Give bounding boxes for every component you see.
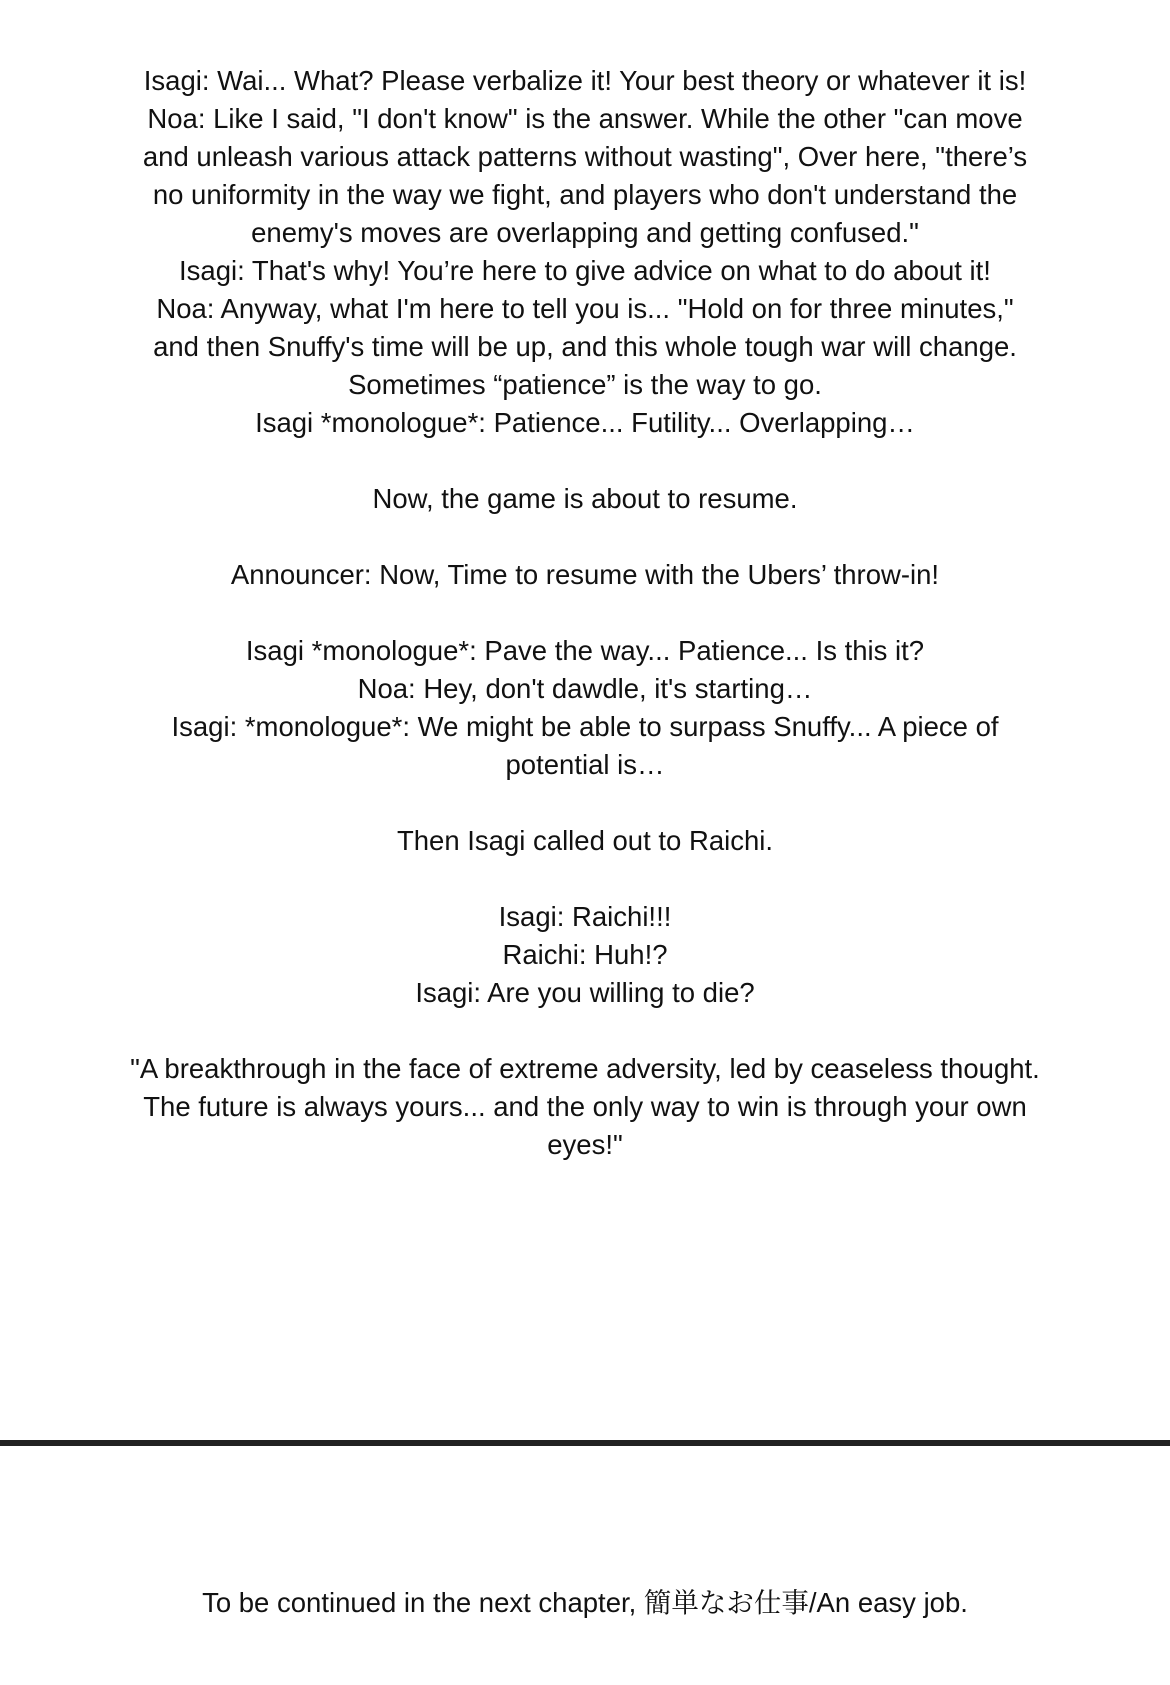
quote-line: "A breakthrough in the face of extreme adversity, led by ceaseless thought. The future is always yours... and the only way to win is through your own eyes!" bbox=[130, 1053, 1040, 1160]
dialogue-line: Noa: Anyway, what I'm here to tell you is... "Hold on for three minutes," and then Snuffy's time will be up, and this whole tough war will change. Sometimes “patience” is the way to go. bbox=[153, 293, 1017, 400]
dialogue-line: Isagi: That's why! You’re here to give advice on what to do about it! bbox=[179, 255, 991, 286]
dialogue-line: Isagi: Are you willing to die? bbox=[415, 977, 755, 1008]
paragraph-gap bbox=[130, 442, 1040, 480]
narration-line: Then Isagi called out to Raichi. bbox=[396, 825, 774, 856]
dialogue-line: Isagi: Wai... What? Please verbalize it! Your best theory or whatever it is! bbox=[143, 65, 1027, 96]
story-text-block bbox=[130, 62, 1040, 1164]
dialogue-line: Isagi *monologue*: Patience... Futility... Overlapping… bbox=[255, 407, 915, 438]
paragraph-gap bbox=[130, 784, 1040, 822]
paragraph-gap bbox=[130, 1012, 1040, 1050]
dialogue-line: Noa: Hey, don't dawdle, it's starting… bbox=[357, 673, 813, 704]
narration-line: Now, the game is about to resume. bbox=[372, 483, 798, 514]
dialogue-line: Raichi: Huh!? bbox=[502, 939, 668, 970]
dialogue-line: Isagi: *monologue*: We might be able to surpass Snuffy... A piece of potential is… bbox=[171, 711, 999, 780]
dialogue-line: Noa: Like I said, "I don't know" is the answer. While the other "can move and unleash various attack patterns without wasting", Over here, "there’s no uniformity in the way we fight, and players who don't understand the enemy's moves are overlapping and getting confused." bbox=[142, 103, 1028, 248]
dialogue-line: Isagi: Raichi!!! bbox=[498, 901, 672, 932]
paragraph-gap bbox=[130, 518, 1040, 556]
dialogue-line: Announcer: Now, Time to resume with the Ubers’ throw-in! bbox=[230, 559, 940, 590]
paragraph-gap bbox=[130, 860, 1040, 898]
paragraph-gap bbox=[130, 594, 1040, 632]
continuation-note: To be continued in the next chapter, 簡単なお仕事/An easy job. bbox=[202, 1587, 968, 1618]
dialogue-line: Isagi *monologue*: Pave the way... Patience... Is this it? bbox=[245, 635, 925, 666]
section-divider bbox=[0, 1440, 1170, 1446]
